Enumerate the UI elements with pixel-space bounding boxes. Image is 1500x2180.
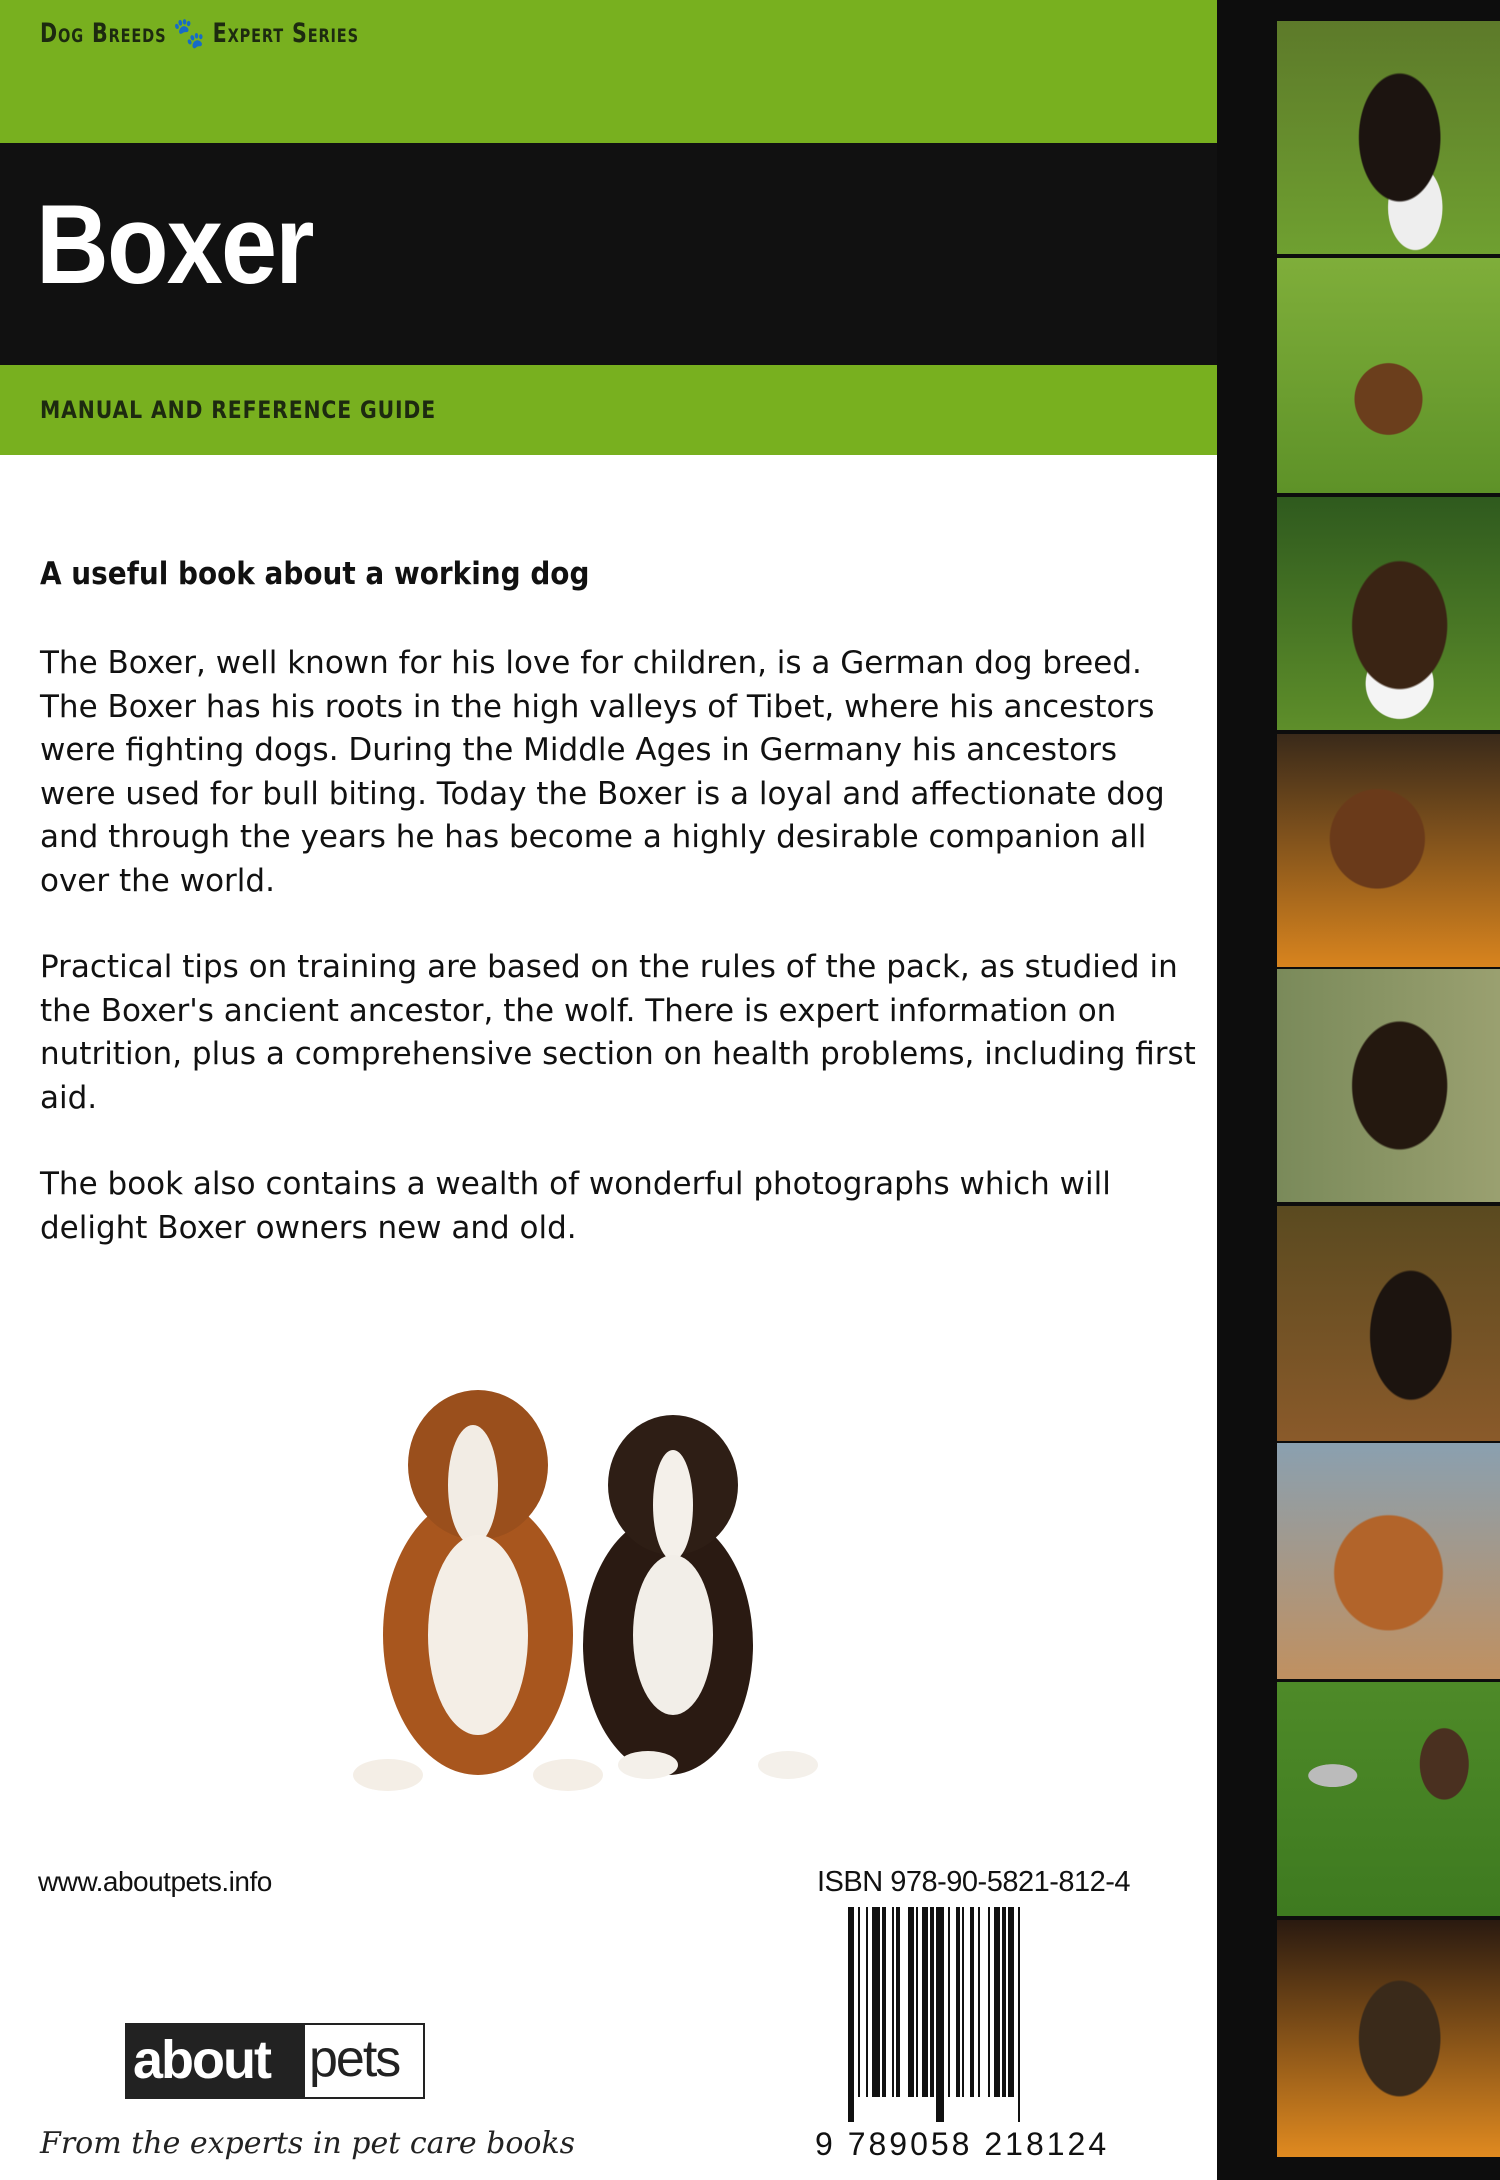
barcode-bar	[1020, 1907, 1024, 2122]
dog-photo	[1277, 734, 1500, 967]
barcode-number: 9 789058 218124	[815, 2126, 1110, 2162]
blurb-paragraph: The book also contains a wealth of wonderful photographs which will delight Boxer owners new and old.	[40, 1166, 1111, 1246]
dog-photo	[1277, 1206, 1500, 1441]
barcode-bar	[936, 1907, 944, 2122]
book-title: Boxer	[36, 182, 313, 307]
dog-photo	[1277, 497, 1500, 730]
barcode	[848, 1907, 1144, 2122]
blurb-paragraph: The Boxer, well known for his love for children, is a German dog breed. The Boxer has his roots in the high valleys of Tibet, where his ancestors were fighting dogs. During the Middle Ages in Germany his ancestors were used for bull biting. Today the Boxer is a loyal and affectionate dog and through the years he has become a highly desirable companion all over the world.	[40, 645, 1165, 899]
boxer-puppies-photo	[348, 1335, 838, 1795]
series-name: Dog Breeds	[40, 18, 167, 49]
barcode-bar	[900, 1907, 908, 2097]
dog-photo	[1277, 258, 1500, 493]
paw-icon: 🐾	[173, 16, 206, 51]
dog-photo	[1277, 1920, 1500, 2157]
dog-photo	[1277, 21, 1500, 254]
blurb-paragraph: Practical tips on training are based on the rules of the pack, as studied in the Boxer's ancient ancestor, the wolf. There is expert information on nutrition, plus a comprehensive section on health problems, including first aid.	[40, 949, 1196, 1116]
series-label	[40, 16, 359, 51]
blurb-heading: A useful book about a working dog	[40, 556, 590, 592]
barcode-bar	[980, 1907, 988, 2097]
website-link[interactable]: www.aboutpets.info	[38, 1866, 272, 1897]
book-subtitle: MANUAL AND REFERENCE GUIDE	[40, 396, 436, 424]
isbn-text: ISBN 978-90-5821-812-4	[817, 1866, 1131, 1898]
dog-photo	[1277, 1443, 1500, 1679]
logo-pets: pets	[309, 2030, 400, 2088]
barcode-bar	[872, 1907, 880, 2097]
logo-about: about	[127, 2025, 305, 2097]
aboutpets-logo	[125, 2023, 425, 2099]
series-name-2: Expert Series	[212, 18, 359, 49]
tagline: From the experts in pet care books	[40, 2126, 576, 2161]
dog-photo	[1277, 1682, 1500, 1916]
dog-photo	[1277, 969, 1500, 1202]
